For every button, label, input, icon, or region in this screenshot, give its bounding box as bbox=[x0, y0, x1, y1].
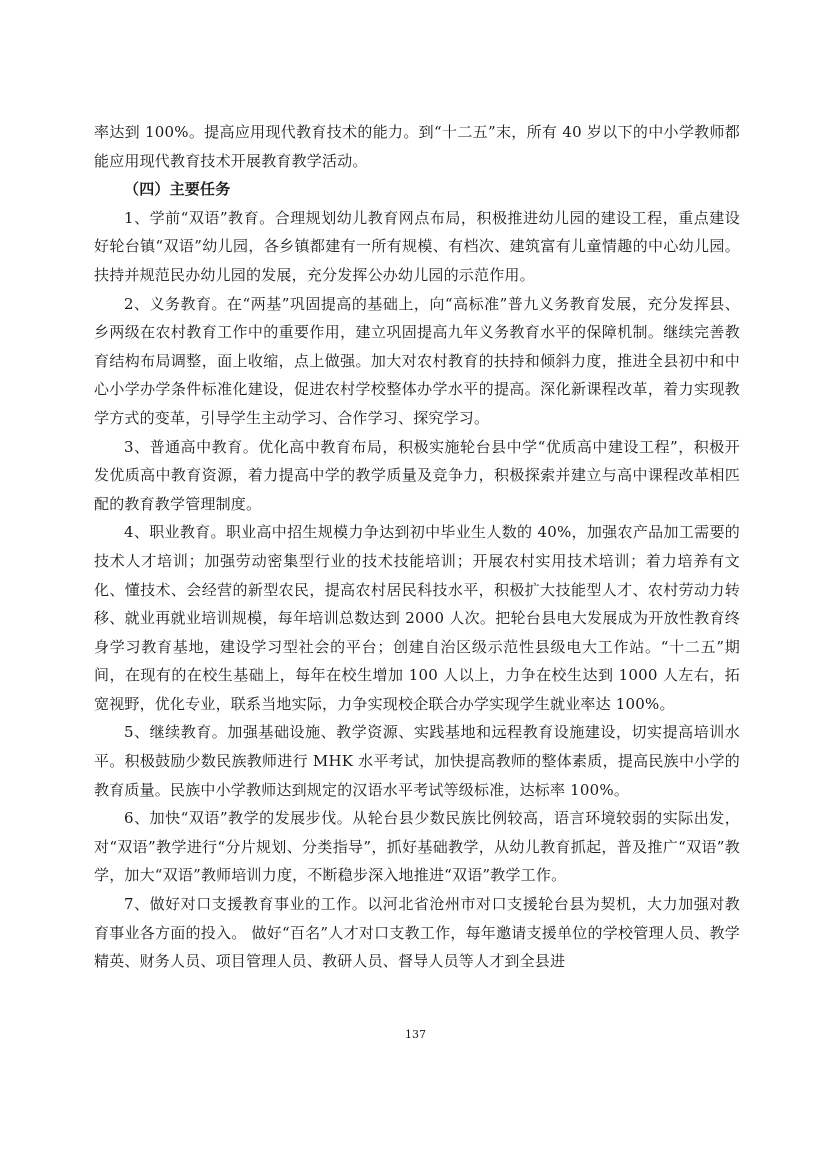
page-number: 137 bbox=[405, 1028, 426, 1041]
section-heading: （四）主要任务 bbox=[124, 180, 231, 199]
paragraph-compulsory-education: 2、义务教育。在“两基”巩固提高的基础上，向“高标准”普九义务教育发展，充分发挥县、乡两级在农村教育工作中的重要作用，建立巩固提高九年义务教育水平的保障机制。继续完善教育结构布局调整，面上收缩，点上做强。加大对农村教育的扶持和倾斜力度，推进全县初中和中心小学办学条件标准化建设，促进农村学校整体办学水平的提高。深化新课程改革，着力实现教学方式的变革，引导学生主动学习、合作学习、探究学习。 bbox=[94, 294, 740, 427]
page-body bbox=[94, 118, 740, 976]
paragraph-continuing-education: 5、继续教育。加强基础设施、教学资源、实践基地和远程教育设施建设，切实提高培训水平。积极鼓励少数民族教师进行 MHK 水平考试，加快提高教师的整体素质，提高民族中小学的教育质量。民族中小学教师达到规定的汉语水平考试等级标准，达标率 100%。 bbox=[94, 723, 740, 799]
paragraph-preschool-education: 1、学前“双语”教育。合理规划幼儿教育网点布局，积极推进幼儿园的建设工程，重点建设好轮台镇“双语”幼儿园，各乡镇都建有一所有规模、有档次、建筑富有儿童情趣的中心幼儿园。扶持并规范民办幼儿园的发展，充分发挥公办幼儿园的示范作用。 bbox=[94, 208, 740, 284]
paragraph-bilingual-teaching: 6、加快“双语”教学的发展步伐。从轮台县少数民族比例较高，语言环境较弱的实际出发，对“双语”教学进行“分片规划、分类指导”，抓好基础教学，从幼儿教育抓起，普及推广“双语”教学，加大“双语”教师培训力度，不断稳步深入地推进“双语”教学工作。 bbox=[94, 809, 740, 885]
paragraph-continued: 率达到 100%。提高应用现代教育技术的能力。到“十二五”末，所有 40 岁以下的中小学教师都能应用现代教育技术开展教育教学活动。 bbox=[94, 123, 740, 170]
paragraph-counterpart-support: 7、做好对口支援教育事业的工作。以河北省沧州市对口支援轮台县为契机，大力加强对教育事业各方面的投入。 做好“百名”人才对口支教工作，每年邀请支援单位的学校管理人员、教学精英、财务人员、项目管理人员、教研人员、督导人员等人才到全县进 bbox=[94, 895, 740, 971]
paragraph-high-school-education: 3、普通高中教育。优化高中教育布局，积极实施轮台县中学“优质高中建设工程”，积极开发优质高中教育资源，着力提高中学的教学质量及竞争力，积极探索并建立与高中课程改革相匹配的教育教学管理制度。 bbox=[94, 437, 740, 513]
paragraph-vocational-education: 4、职业教育。职业高中招生规模力争达到初中毕业生人数的 40%，加强农产品加工需要的技术人才培训；加强劳动密集型行业的技术技能培训；开展农村实用技术培训；着力培养有文化、懂技术、会经营的新型农民，提高农村居民科技水平，积极扩大技能型人才、农村劳动力转移、就业再就业培训规模，每年培训总数达到 2000 人次。把轮台县电大发展成为开放性教育终身学习教育基地，建设学习型社会的平台；创建自治区级示范性县级电大工作站。“十二五”期间，在现有的在校生基础上，每年在校生增加 100 人以上，力争在校生达到 1000 人左右，拓宽视野，优化专业，联系当地实际，力争实现校企联合办学实现学生就业率达 100%。 bbox=[94, 523, 740, 713]
